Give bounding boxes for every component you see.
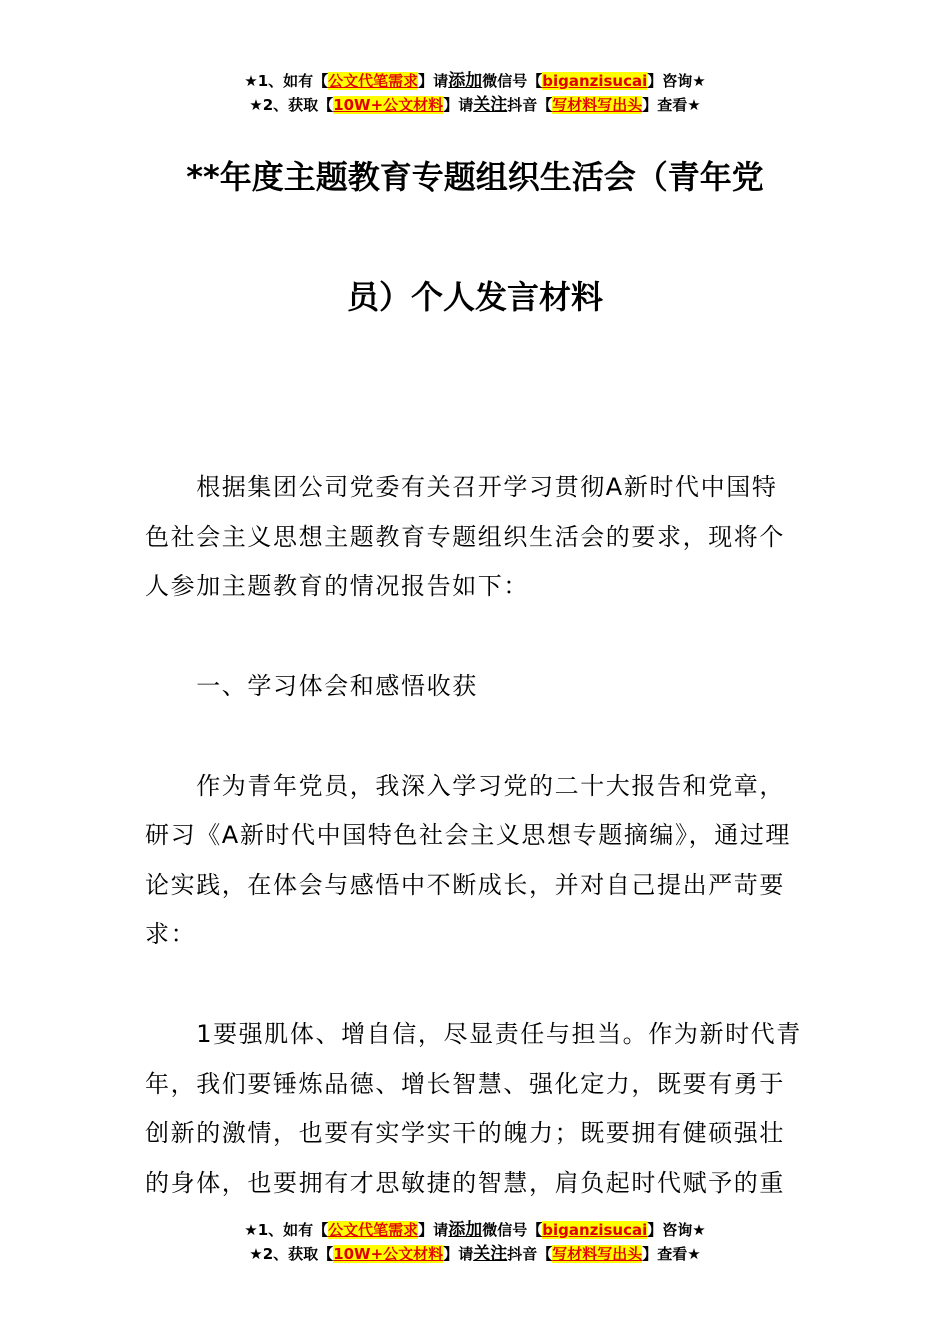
highlight: 写材料写出头 xyxy=(552,1245,643,1263)
body-line: 创新的激情，也要有实学实干的魄力；既要拥有健硕强壮 xyxy=(145,1119,785,1147)
body-line: 研习《A新时代中国特色社会主义思想专题摘编》，通过理 xyxy=(145,821,792,849)
body-line: 人参加主题教育的情况报告如下： xyxy=(145,572,529,600)
banner-bottom xyxy=(0,1218,950,1266)
highlight: 公文代笔需求 xyxy=(328,1221,419,1239)
banner-line-1: ★1、如有【公文代笔需求】请添加微信号【biganzisucai】咨询★ xyxy=(244,71,706,91)
body-line: 求： xyxy=(145,920,197,948)
banner-line-2: ★2、获取【10W+公文材料】请关注抖音【写材料写出头】查看★ xyxy=(249,1244,701,1264)
section-heading: 一、学习体会和感悟收获 xyxy=(145,672,478,700)
highlight: 10W+公文材料 xyxy=(333,96,444,114)
banner-top xyxy=(0,69,950,117)
body-line: 色社会主义思想主题教育专题组织生活会的要求，现将个 xyxy=(145,523,785,551)
highlight: 10W+公文材料 xyxy=(333,1245,444,1263)
highlight: 公文代笔需求 xyxy=(328,72,419,90)
body-line: 1要强肌体、增自信，尽显责任与担当。作为新时代青 xyxy=(145,1020,802,1048)
body-line: 年，我们要锤炼品德、增长智慧、强化定力，既要有勇于 xyxy=(145,1070,785,1098)
highlight: biganzisucai xyxy=(542,72,648,90)
body-line: 论实践，在体会与感悟中不断成长，并对自己提出严苛要 xyxy=(145,871,785,899)
banner-line-1: ★1、如有【公文代笔需求】请添加微信号【biganzisucai】咨询★ xyxy=(244,1220,706,1240)
document-title-line-1: **年度主题教育专题组织生活会（青年党 xyxy=(186,158,764,196)
highlight: biganzisucai xyxy=(542,1221,648,1239)
highlight: 写材料写出头 xyxy=(552,96,643,114)
body-line: 的身体，也要拥有才思敏捷的智慧，肩负起时代赋予的重 xyxy=(145,1169,785,1197)
banner-line-2: ★2、获取【10W+公文材料】请关注抖音【写材料写出头】查看★ xyxy=(249,95,701,115)
body-line: 根据集团公司党委有关召开学习贯彻A新时代中国特 xyxy=(145,473,778,501)
document-title-line-2: 员）个人发言材料 xyxy=(346,278,603,316)
body-line: 作为青年党员，我深入学习党的二十大报告和党章， xyxy=(145,772,785,800)
